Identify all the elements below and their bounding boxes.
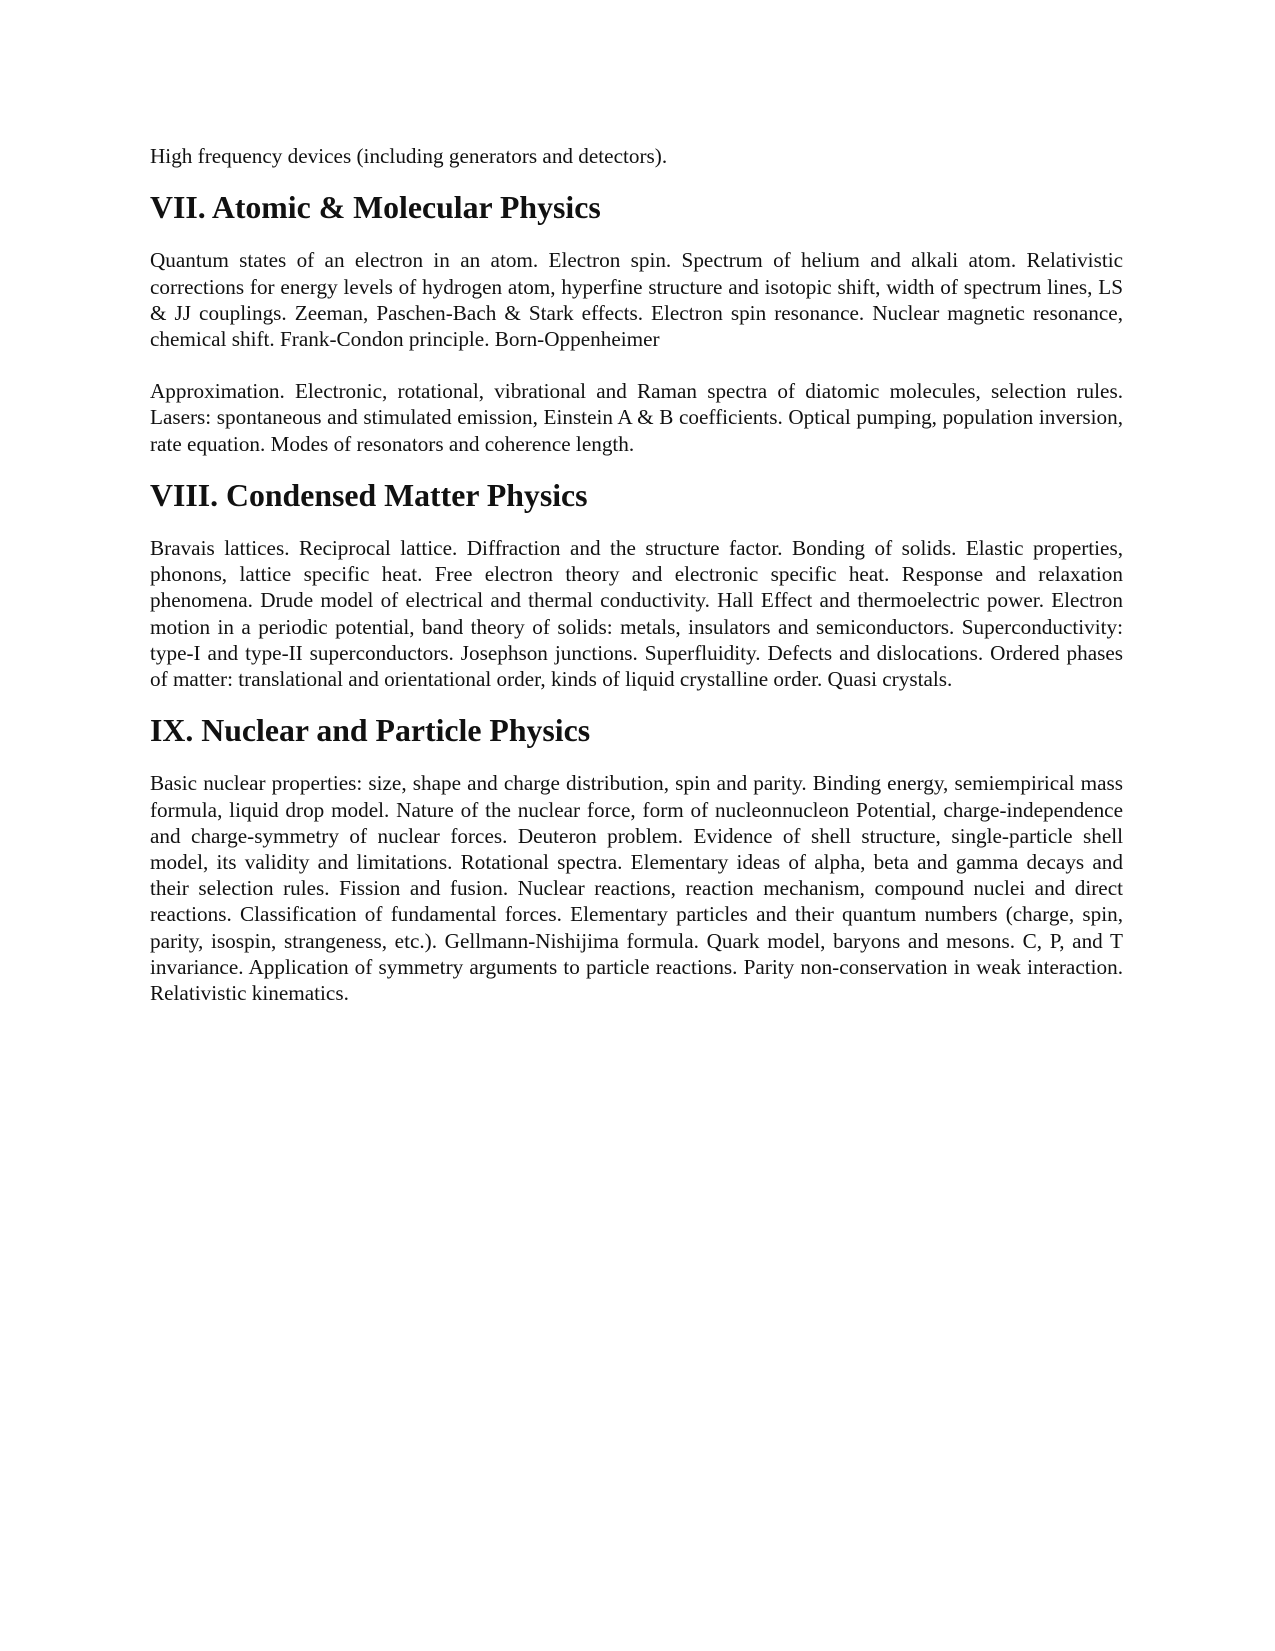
document-page [150,143,1123,1032]
nuclear-particle-paragraph: Basic nuclear properties: size, shape and charge distribution, spin and parity. Binding energy, semiempirical mass formula, liquid drop model. Nature of the nuclear force, form of nucleonnucleon Potential, charge-independence and charge-symmetry of nuclear forces. Deuteron problem. Evidence of shell structure, single-particle shell model, its validity and limitations. Rotational spectra. Elementary ideas of alpha, beta and gamma decays and their selection rules. Fission and fusion. Nuclear reactions, reaction mechanism, compound nuclei and direct reactions. Classification of fundamental forces. Elementary particles and their quantum numbers (charge, spin, parity, isospin, strangeness, etc.). Gellmann-Nishijima formula. Quark model, baryons and mesons. C, P, and T invariance. Application of symmetry arguments to particle reactions. Parity non-conservation in weak interaction. Relativistic kinematics. [150,771,1123,1006]
atomic-paragraph-2: Approximation. Electronic, rotational, vibrational and Raman spectra of diatomic molecules, selection rules. Lasers: spontaneous and stimulated emission, Einstein A & B coefficients. Optical pumping, population inversion, rate equation. Modes of resonators and coherence length. [150,379,1123,456]
section-heading-condensed-matter: VIII. Condensed Matter Physics [150,477,588,513]
condensed-matter-paragraph: Bravais lattices. Reciprocal lattice. Diffraction and the structure factor. Bonding of solids. Elastic properties, phonons, lattice specific heat. Free electron theory and electronic specific heat. Response and relaxation phenomena. Drude model of electrical and thermal conductivity. Hall Effect and thermoelectric power. Electron motion in a periodic potential, band theory of solids: metals, insulators and semiconductors. Superconductivity: type-I and type-II superconductors. Josephson junctions. Superfluidity. Defects and dislocations. Ordered phases of matter: translational and orientational order, kinds of liquid crystalline order. Quasi crystals. [150,536,1123,692]
intro-paragraph: High frequency devices (including generators and detectors). [150,144,668,168]
section-heading-atomic-molecular: VII. Atomic & Molecular Physics [150,190,601,226]
atomic-paragraph-1: Quantum states of an electron in an atom. Electron spin. Spectrum of helium and alkali atom. Relativistic corrections for energy levels of hydrogen atom, hyperfine structure and isotopic shift, width of spectrum lines, LS & JJ couplings. Zeeman, Paschen-Bach & Stark effects. Electron spin resonance. Nuclear magnetic resonance, chemical shift. Frank-Condon principle. Born-Oppenheimer [150,248,1123,352]
section-heading-nuclear-particle: IX. Nuclear and Particle Physics [150,713,591,749]
